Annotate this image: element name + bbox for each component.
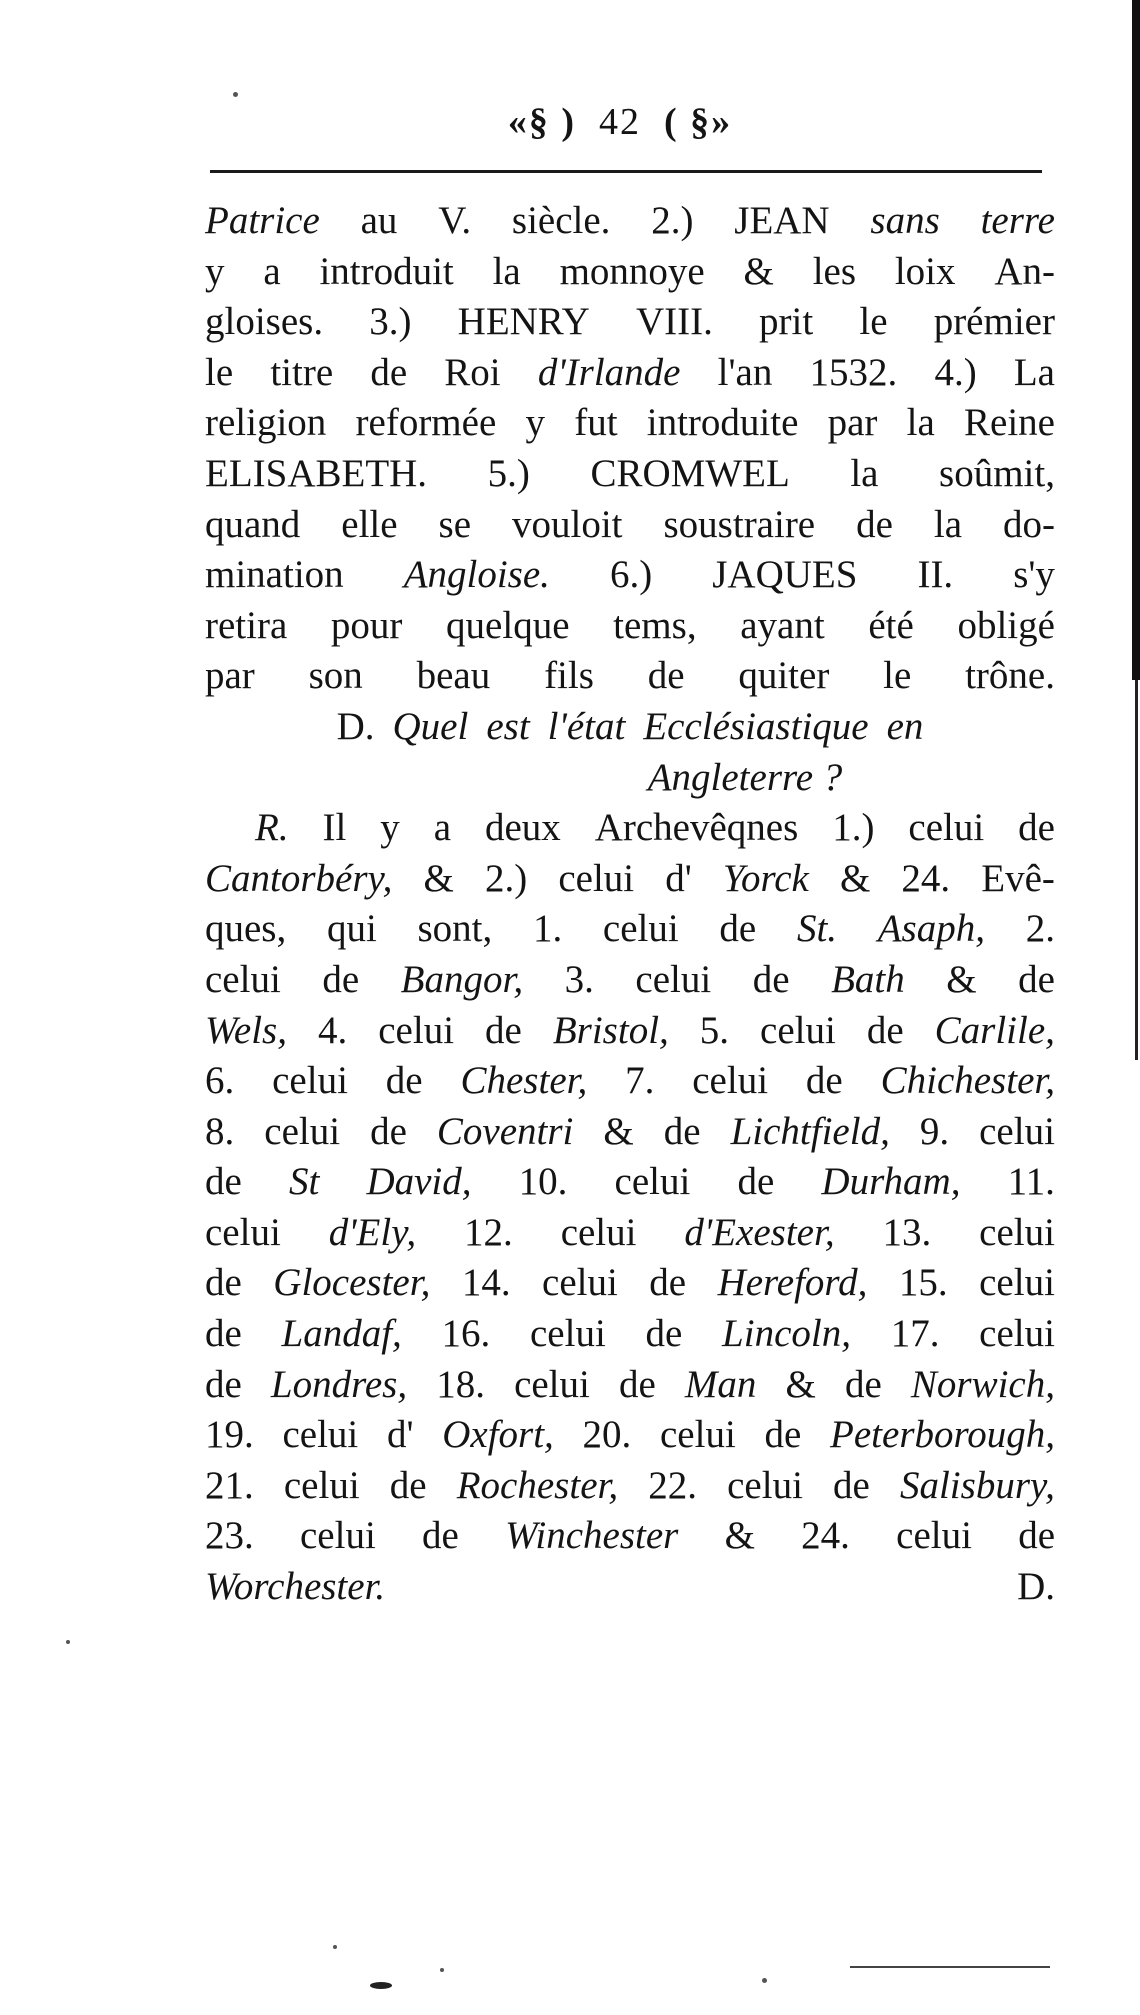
text-line [205,1562,1055,1613]
word: 4.) [934,350,977,394]
word: vouloit [512,502,623,546]
word: de [752,957,790,1001]
word: loix [894,249,956,293]
word: 22. [648,1463,697,1507]
word: HENRY [457,300,590,344]
text-line [205,247,1055,298]
word: soûmit, [939,451,1055,495]
text-line [205,1309,1055,1360]
word: ques, [205,907,287,951]
word: 4. [317,1008,348,1052]
word: Salisbury, [899,1463,1055,1507]
text-line [205,398,1055,449]
word: Worchester. [205,1565,386,1609]
word: JEAN [734,199,830,242]
word: de [422,1514,459,1558]
word: Carlile, [934,1008,1055,1052]
word: do- [1003,502,1055,546]
word: II. [917,553,954,597]
word: V. [438,199,472,242]
text-line [205,1258,1055,1309]
word: elle [341,502,398,546]
word: celui [272,1059,348,1103]
word: fut [574,401,618,445]
word: introduite [646,401,799,445]
word: celui [205,1210,281,1254]
word: de [322,957,360,1001]
word: 15. [898,1261,948,1305]
word: 1.) [832,806,875,850]
word: celui [614,1160,691,1204]
word: a [433,806,452,850]
word: beau [416,654,491,698]
word: 8. [205,1109,235,1153]
word: 6.) [609,553,653,597]
word: de [1018,957,1055,1001]
word: celui [692,1059,769,1103]
word: 23. [205,1514,254,1558]
word: celui [264,1109,341,1153]
word: d'Ely, [328,1210,417,1254]
word: de [737,1160,775,1204]
word: celui [635,957,712,1001]
word: de [844,1362,882,1406]
word: 3. [564,957,594,1001]
text-line [205,196,1055,247]
word: de [389,1463,427,1507]
word: Coventri [436,1109,574,1153]
word: 2.) [651,199,694,242]
word: par [205,654,255,698]
word: St. [796,907,838,951]
word: deux [484,806,561,850]
word: Yorck [722,856,809,900]
word: Winchester [505,1514,679,1558]
word: 13. [882,1210,932,1254]
text-line [205,1511,1055,1562]
word: & [603,1109,634,1153]
word: 16. [441,1312,491,1356]
page-number: 42 [599,101,641,143]
word: celui [205,957,281,1001]
word: le [205,350,234,394]
ink-speck [233,92,238,97]
word: celui [530,1312,606,1356]
word: de [866,1008,904,1052]
word: Bath [831,957,905,1001]
word: CROMWEL [590,451,790,495]
word: 12. [464,1210,513,1254]
word: VIII. [636,300,713,344]
word: prit [759,300,814,344]
word: St [288,1160,320,1204]
word: de [1018,1514,1055,1558]
word: Lichtfield, [730,1109,890,1153]
word: Roi [444,350,501,394]
word: & [743,249,774,293]
word: qui [326,907,377,951]
word: tems, [613,603,697,647]
text-line [205,702,1055,753]
word: la [850,451,879,495]
word: la [492,249,521,293]
page-edge-shadow [1132,0,1140,680]
word: siècle. [511,199,611,242]
word: de [805,1059,843,1103]
text-line [205,348,1055,399]
word: ELISABETH. [205,451,428,495]
word: Quel [392,704,469,748]
word: R. [255,806,289,850]
word: Il [322,806,347,850]
header-rule [210,170,1042,173]
text-line [205,1157,1055,1208]
word: celui [760,1008,836,1052]
word: s'y [1013,553,1055,597]
word: celui [979,1109,1055,1153]
word: Wels, [205,1008,287,1052]
word: celui [299,1514,376,1558]
word: celui [560,1210,637,1254]
word: de [205,1261,242,1305]
word: de [370,350,408,394]
ink-speck [66,1640,70,1644]
word: de [205,1362,242,1406]
word: été [868,603,914,647]
word: de [205,1160,242,1204]
text-line [205,854,1055,905]
word: Angleterre ? [647,755,843,799]
word: 20. [582,1413,632,1457]
word: Norwich, [910,1362,1055,1406]
word: Reine [964,401,1055,445]
text-line [205,1410,1055,1461]
word: D. [336,704,375,748]
word: 11. [1007,1160,1055,1204]
word: se [438,502,472,546]
word: 17. [890,1312,940,1356]
word: les [812,249,857,293]
word: 18. [436,1362,485,1406]
word: & [724,1514,755,1558]
word: fils [544,654,594,698]
word: Oxfort, [442,1413,554,1457]
word: gloises. [205,300,324,344]
word: de [833,1463,870,1507]
word: obligé [957,603,1055,647]
word: 24. [901,856,951,900]
word: Cantorbéry, [205,856,393,900]
word: d' [386,1413,414,1457]
word: Archevêqnes [594,806,799,850]
word: de [370,1109,407,1153]
word: de [647,654,685,698]
word: 1532. [809,350,898,394]
text-line [205,1360,1055,1411]
word: de [618,1362,656,1406]
word: de [485,1008,522,1052]
ink-dash [850,1966,1050,1968]
word: au [360,199,398,242]
word: & [785,1362,816,1406]
word: Man [684,1362,757,1406]
text-line [205,500,1055,551]
word: quand [205,502,301,546]
text-line [205,651,1055,702]
word: Hereford, [717,1261,868,1305]
word: 19. [205,1413,254,1457]
header-left-ornament: «§ ) [507,101,576,143]
word: quiter [738,654,830,698]
text-line [205,904,1055,955]
word: Asaph, [877,907,985,951]
word: retira [205,603,288,647]
word: y [525,401,545,445]
page-header [200,100,1040,144]
word: celui [979,1312,1055,1356]
text-line [205,1107,1055,1158]
word: religion [205,401,327,445]
header-right-ornament: ( §» [664,101,733,143]
word: Londres, [270,1362,408,1406]
word: Evê- [981,856,1055,900]
word: l'an [717,350,773,394]
text-line [205,753,1055,804]
word: reformée [355,401,497,445]
word: en [886,704,924,748]
word: 2. [1025,907,1055,951]
word: D. [1017,1565,1055,1609]
word: y [205,249,225,293]
page-edge-line [1135,680,1138,1060]
word: Angloise. [403,553,550,597]
word: 21. [205,1463,254,1507]
word: de [764,1413,802,1457]
word: est [486,704,530,748]
word: Chester, [460,1059,588,1103]
word: 7. [625,1059,655,1103]
word: celui [602,907,679,951]
word: celui [979,1210,1055,1254]
word: titre [270,350,334,394]
word: La [1013,350,1055,394]
word: celui [727,1463,803,1507]
word: la [933,502,963,546]
word: la [906,401,935,445]
word: celui [896,1514,972,1558]
word: celui [660,1413,736,1457]
word: le [859,300,888,344]
text-line [205,803,1055,854]
word: 24. [801,1514,850,1558]
word: de [645,1312,683,1356]
text-line [205,1208,1055,1259]
word: Durham, [821,1160,961,1204]
word: Patrice [205,199,320,242]
word: 10. [518,1160,568,1204]
word: celui [283,1463,360,1507]
ink-speck [333,1945,337,1949]
word: de [719,907,757,951]
word: 6. [205,1059,235,1103]
word: An- [994,249,1055,293]
word: sont, [417,907,493,951]
word: Glocester, [273,1261,431,1305]
word: ayant [740,603,825,647]
word: Ecclésiastique [643,704,869,748]
word: de [1018,806,1055,850]
word: mination [205,553,344,597]
word: 14. [461,1261,511,1305]
text-line [205,601,1055,652]
word: son [308,654,363,698]
ink-speck [440,1968,444,1972]
word: 9. [919,1109,950,1153]
word: le [883,654,912,698]
word: celui [282,1413,359,1457]
word: celui [378,1008,455,1052]
word: soustraire [663,502,816,546]
text-line [205,1006,1055,1057]
body-text [205,196,1055,1613]
text-line [205,550,1055,601]
word: pour [330,603,403,647]
word: trône. [965,654,1055,698]
word: a [263,249,281,293]
word: d'Exester, [684,1210,835,1254]
word: Bangor, [400,957,524,1001]
word: de [649,1261,687,1305]
text-line [205,955,1055,1006]
word: celui [558,856,635,900]
word: sans [870,199,940,242]
word: de [205,1312,242,1356]
word: 5.) [487,451,530,495]
word: Chichester, [880,1059,1055,1103]
word: terre [980,199,1055,242]
word: celui [542,1261,618,1305]
word: introduit [319,249,454,293]
word: Bristol, [552,1008,669,1052]
word: 2.) [484,856,528,900]
word: y [380,806,400,850]
word: celui [514,1362,590,1406]
word: Landaf, [281,1312,402,1356]
word: de [663,1109,701,1153]
word: 1. [532,907,563,951]
word: & [423,856,454,900]
text-line [205,297,1055,348]
word: d'Irlande [537,350,681,394]
word: d' [665,856,692,900]
ink-blot [370,1982,392,1989]
word: 5. [699,1008,730,1052]
word: & [839,856,871,900]
word: quelque [446,603,570,647]
word: Peterborough, [830,1413,1055,1457]
word: l'état [547,704,626,748]
word: 3.) [369,300,412,344]
text-line [205,449,1055,500]
ink-speck [762,1978,767,1983]
word: & [946,957,977,1001]
word: de [385,1059,423,1103]
text-line [205,1056,1055,1107]
word: Lincoln, [722,1312,851,1356]
word: JAQUES [712,553,858,597]
word: de [856,502,893,546]
word: monnoye [559,249,705,293]
word: prémier [933,300,1055,344]
word: celui [908,806,985,850]
text-line [205,1461,1055,1512]
word: Rochester, [456,1463,619,1507]
word: David, [366,1160,472,1204]
word: par [827,401,878,445]
word: celui [979,1261,1055,1305]
